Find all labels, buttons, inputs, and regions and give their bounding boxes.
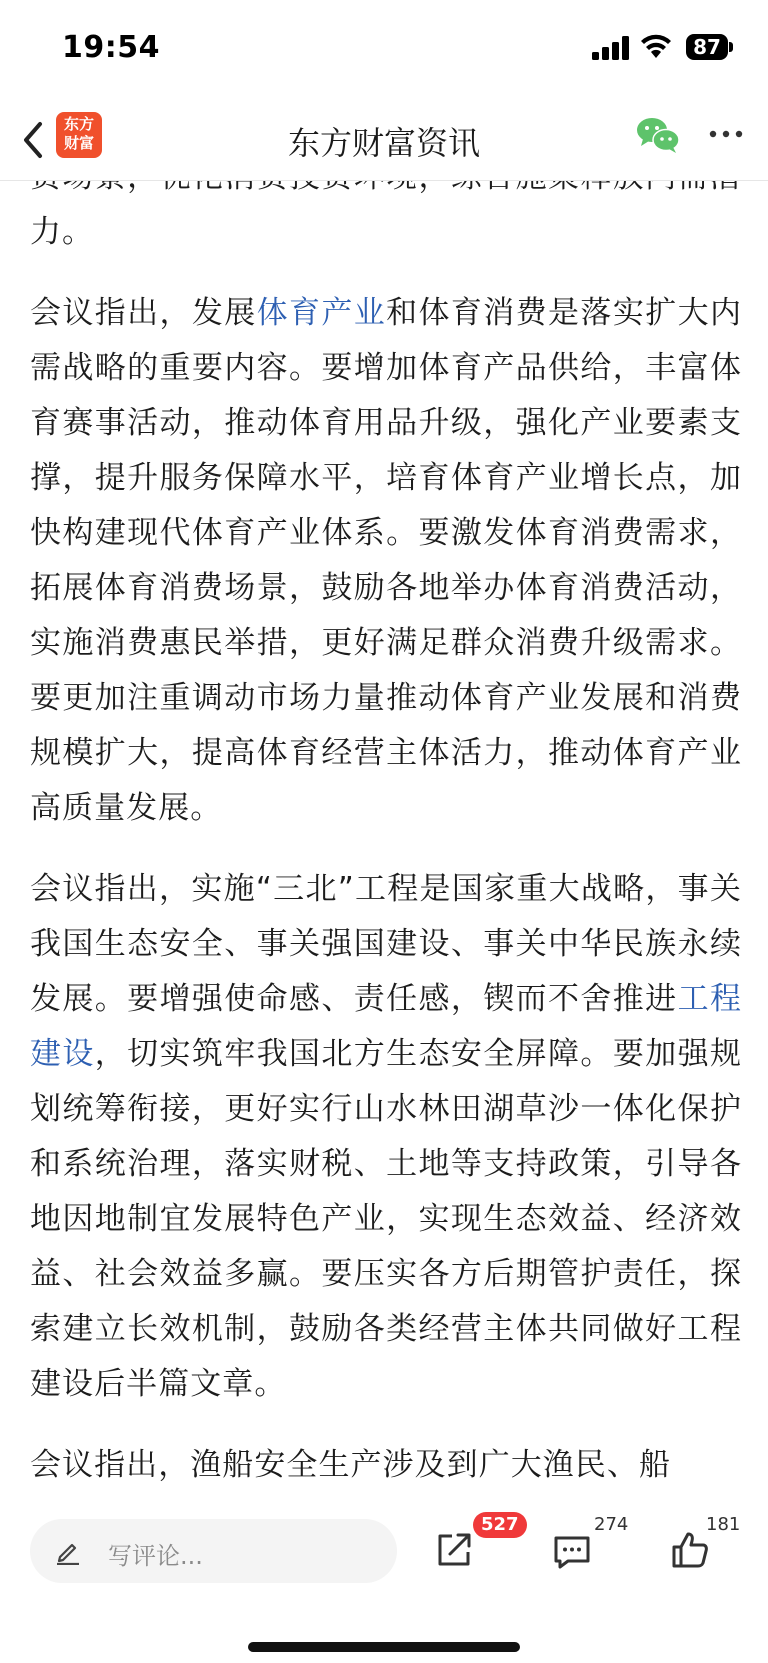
- paragraph-text: 会议指出，实施“三北”工程是国家重大战略，事关我国生态安全、事关强国建设、事关中华民族永续发展。要增强使命感、责任感，锲而不舍推进: [30, 871, 742, 1017]
- comment-placeholder: 写评论...: [108, 1542, 203, 1570]
- article-paragraph: [30, 286, 742, 836]
- battery-tip: [729, 42, 733, 52]
- app-logo-line2: 财富: [63, 134, 94, 152]
- share-count-badge: 527: [473, 1512, 527, 1538]
- nav-bar: [0, 100, 768, 181]
- comment-input[interactable]: [30, 1519, 397, 1583]
- signal-icon: [592, 36, 632, 60]
- pencil-icon: [54, 1537, 82, 1565]
- article-paragraph: [30, 1438, 742, 1493]
- wechat-icon[interactable]: [636, 116, 680, 154]
- app-logo-line1: 东方: [63, 115, 94, 133]
- like-count: 181: [706, 1514, 741, 1535]
- paragraph-text: ，切实筑牢我国北方生态安全屏障。要加强规划统筹衔接，更好实行山水林田湖草沙一体化保护和系统治理，落实财税、土地等支持政策，引导各地因地制宜发展特色产业，实现生态效益、经济效益、社会效益多赢。要压实各方后期管护责任，探索建立长效机制，鼓励各类经营主体共同做好工程建设后半篇文章。: [30, 1036, 742, 1402]
- paragraph-text: 和体育消费是落实扩大内需战略的重要内容。要增加体育产品供给，丰富体育赛事活动，推动体育用品升级，强化产业要素支撑，提升服务保障水平，培育体育产业增长点，加快构建现代体育产业体系。要激发体育消费需求，拓展体育消费场景，鼓励各地举办体育消费活动，实施消费惠民举措，更好满足群众消费升级需求。要更加注重调动市场力量推动体育产业发展和消费规模扩大，提高体育经营主体活力，推动体育产业高质量发展。: [30, 295, 742, 826]
- like-icon[interactable]: [670, 1530, 710, 1570]
- page-title: 东方财富资讯: [287, 124, 480, 162]
- article-body: [30, 150, 742, 1519]
- wifi-icon: [641, 34, 671, 60]
- bottom-action-bar: [0, 1502, 768, 1663]
- share-icon[interactable]: [434, 1530, 474, 1570]
- comment-count: 274: [594, 1514, 629, 1535]
- keyword-link-sports-industry[interactable]: 体育产业: [256, 295, 387, 331]
- comment-icon[interactable]: [552, 1534, 592, 1570]
- article-paragraph: [30, 862, 742, 1412]
- home-indicator[interactable]: [248, 1642, 520, 1652]
- battery-indicator: 87: [686, 34, 728, 60]
- status-time: 19:54: [62, 30, 160, 65]
- paragraph-text: 会议指出，渔船安全生产涉及到广大渔民、船: [30, 1447, 671, 1483]
- paragraph-text: 会议指出，发展: [30, 295, 257, 331]
- keyword-link-engineering-construction[interactable]: 工程建设: [30, 981, 742, 1072]
- paragraph-text: 力。: [30, 214, 95, 250]
- more-icon[interactable]: [708, 126, 744, 142]
- status-bar: [0, 0, 768, 100]
